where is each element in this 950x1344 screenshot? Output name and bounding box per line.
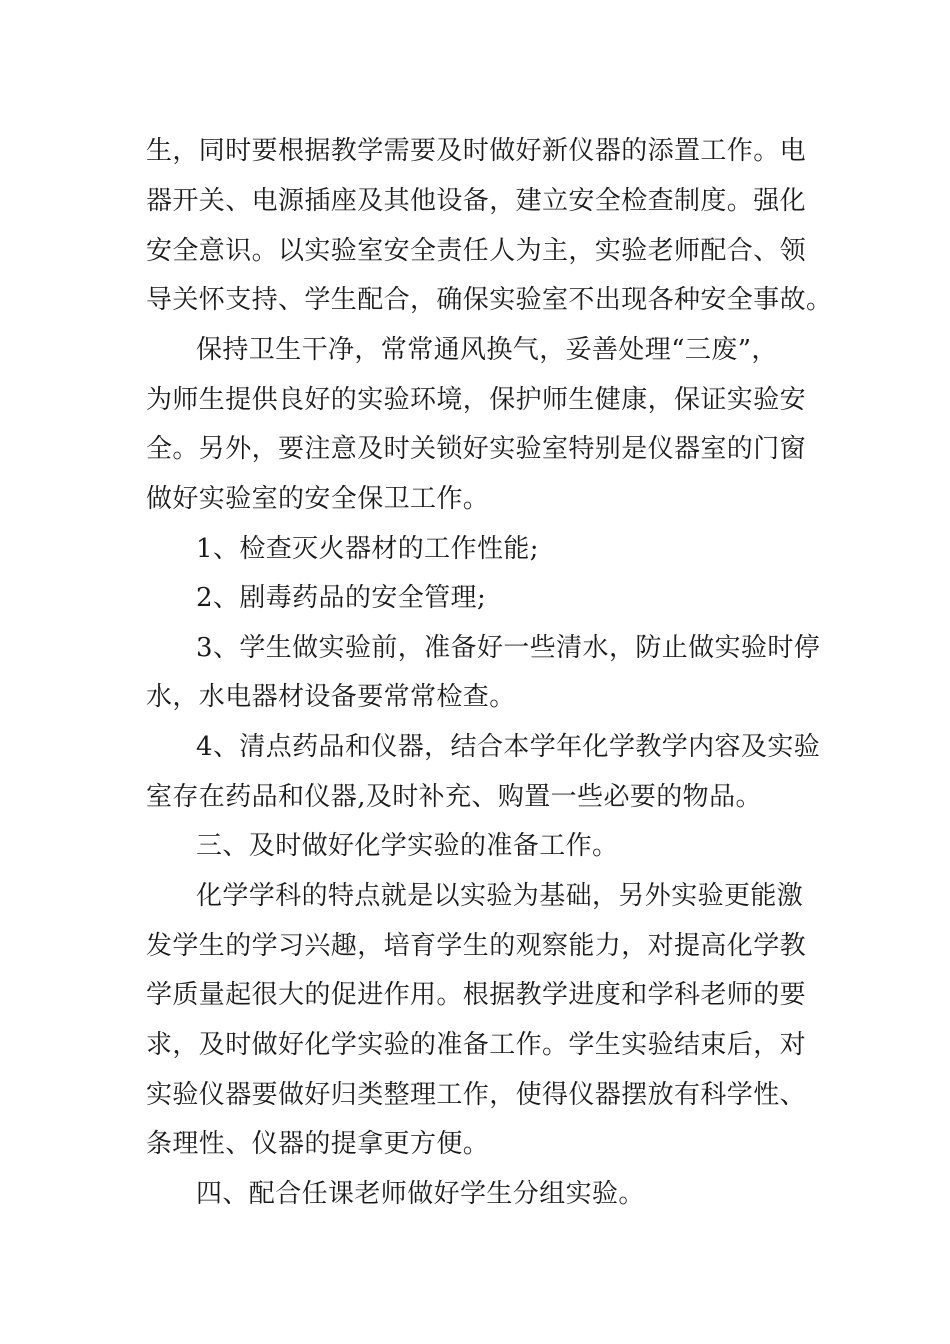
text-line: 室存在药品和仪器,及时补充、购置一些必要的物品。 [146,782,762,812]
text-line: 全。另外，要注意及时关锁好实验室特别是仪器室的门窗 [146,434,807,464]
text-line: 安全意识。以实验室安全责任人为主，实验老师配合、领 [146,236,807,266]
text-line: 生，同时要根据教学需要及时做好新仪器的添置工作。电 [146,136,807,166]
text-line: 做好实验室的安全保卫工作。 [146,484,490,514]
list-item-2: 2、剧毒药品的安全管理; [196,583,487,613]
list-item-1: 1、检查灭火器材的工作性能; [196,534,539,564]
text-line: 求，及时做好化学实验的准备工作。学生实验结束后，对 [146,1030,807,1060]
section-heading-3: 三、及时做好化学实验的准备工作。 [196,831,619,861]
text-line: 导关怀支持、学生配合，确保实验室不出现各种安全事故。 [146,285,833,315]
section-heading-4: 四、配合任课老师做好学生分组实验。 [196,1179,645,1209]
text-line: 水，水电器材设备要常常检查。 [146,682,516,712]
text-line: 学质量起很大的促进作用。根据教学进度和学科老师的要 [146,980,807,1010]
text-line: 器开关、电源插座及其他设备，建立安全检查制度。强化 [146,186,807,216]
text-line: 为师生提供良好的实验环境，保护师生健康，保证实验安 [146,385,807,415]
list-item-4: 4、清点药品和仪器，结合本学年化学教学内容及实验 [196,732,821,762]
list-item-3: 3、学生做实验前，准备好一些清水，防止做实验时停 [196,633,821,663]
paragraph-first-line: 化学学科的特点就是以实验为基础，另外实验更能激 [196,881,804,911]
text-line: 发学生的学习兴趣，培育学生的观察能力，对提高化学教 [146,931,807,961]
text-line: 实验仪器要做好归类整理工作，使得仪器摆放有科学性、 [146,1080,807,1110]
text-line: 条理性、仪器的提拿更方便。 [146,1129,490,1159]
paragraph-first-line: 保持卫生干净，常常通风换气，妥善处理“三废”， [196,335,778,365]
